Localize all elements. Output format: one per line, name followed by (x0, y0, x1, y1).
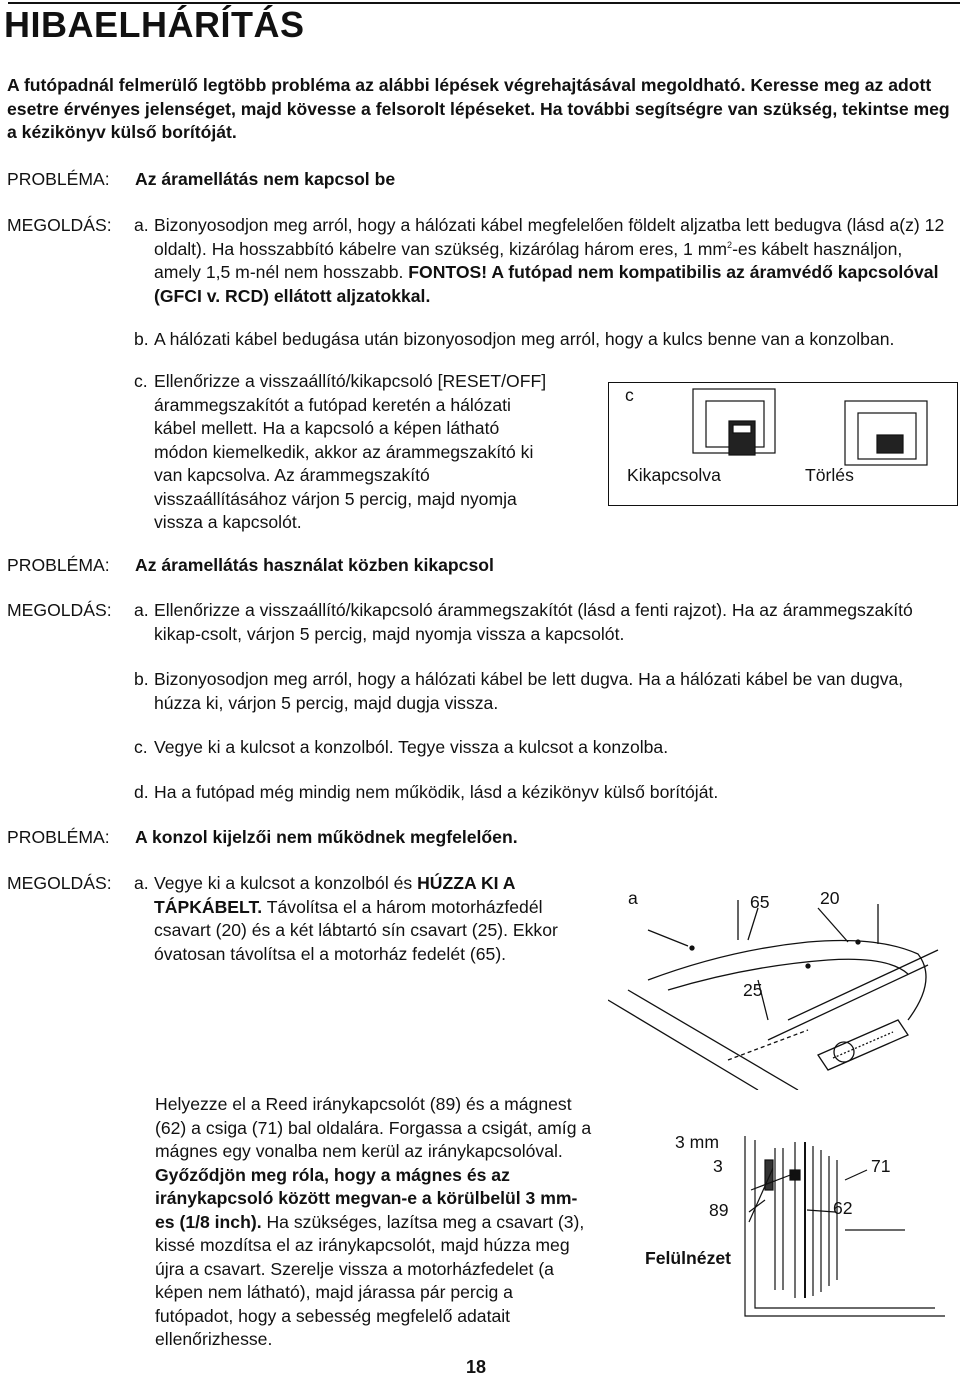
motor-hood (648, 941, 926, 1021)
problem-1-label: PROBLÉMA: (7, 169, 110, 189)
step-letter: d. (134, 782, 149, 802)
solution-3-label: MEGOLDÁS: (7, 873, 112, 893)
breaker-off-label: Kikapcsolva (627, 465, 721, 485)
figure-letter: c (625, 385, 634, 405)
solution-1a-text: Bizonyosodjon meg arról, hogy a hálózati kábel megfelelően földelt aljzatba lett bedugva (lásd a(z) 12 oldalt). Ha hosszabbító kábelre van szükség, kizárólag három eres, 1 mm (154, 215, 945, 259)
problem-1-title: Az áramellátás nem kapcsol be (135, 169, 396, 189)
figure-letter: a (628, 888, 638, 908)
step-letter: b. (134, 669, 149, 689)
solution-2d-text: Ha a futópad még mindig nem működik, lásd a kézikönyv külső borítóját. (154, 782, 719, 802)
problem-3-label: PROBLÉMA: (7, 827, 110, 847)
solution-1c (134, 370, 554, 535)
solution-2d (134, 781, 954, 805)
step-letter: a. (134, 600, 149, 620)
belt-edge-left (608, 1000, 758, 1090)
solution-3a (134, 872, 594, 966)
callout-71: 71 (871, 1156, 891, 1176)
callout-65: 65 (750, 892, 770, 912)
breaker-reset-plate (845, 401, 927, 465)
gap-label: 3 mm (675, 1132, 719, 1152)
solution-1a (134, 214, 954, 308)
step-letter: c. (134, 371, 148, 391)
problem-2-label: PROBLÉMA: (7, 555, 110, 575)
top-view-label: Felülnézet (645, 1248, 732, 1268)
breaker-figure (608, 382, 958, 506)
step-letter: c. (134, 737, 148, 757)
reed-switch (765, 1160, 773, 1190)
callout-62: 62 (833, 1198, 853, 1218)
reed-text: Helyezze el a Reed iránykapcsolót (89) és a mágnest (62) a csiga (71) bal oldalára. Forgassa a csigát, amíg a mágnes egy vonalba nem kerül az iránykapcsolóval. (155, 1094, 592, 1161)
reed-text-2: Ha szükséges, lazítsa meg a csavart (3), kissé mozdítsa el az iránykapcsolót, majd húzza meg újra a csavart. Szerelje vissza a motorházfedelet (a képen nem látható), majd járassa pár percig a futópadot, hogy a sebesség megfelelő adatait ellenőrizhesse. (155, 1211, 585, 1349)
breaker-reset-label: Törlés (805, 465, 854, 485)
solution-3a-text-2: Távolítsa el a három motorházfedél csavart (20) és a két lábtartó sín csavart (25). Ekkor óvatosan távolítsa el a motorház fedelét (65). (154, 896, 558, 964)
breaker-reset-button (877, 435, 903, 453)
solution-1b-text: A hálózati kábel bedugása után bizonyosodjon meg arról, hogy a kulcs benne van a konzolban. (154, 329, 895, 349)
reed-switch-paragraph (155, 1093, 595, 1352)
problem-2-title: Az áramellátás használat közben kikapcsol (135, 555, 494, 575)
solution-3a-text: Vegye ki a kulcsot a konzolból és (154, 873, 418, 893)
callout-3: 3 (713, 1156, 723, 1176)
solution-1a-important: FONTOS! A futópad nem kompatibilis az áramvédő kapcsolóval (GFCI v. RCD) ellátott aljzatokkal. (154, 262, 939, 306)
step-letter: b. (134, 329, 149, 349)
screw-20 (690, 946, 694, 950)
step-letter: a. (134, 215, 149, 235)
superscript: 2 (727, 239, 733, 250)
page-number: 18 (466, 1357, 487, 1377)
solution-2c (134, 736, 954, 760)
solution-3a-important: HÚZZA KI A TÁPKÁBELT. (154, 873, 515, 917)
intro-paragraph: A futópadnál felmerülő legtöbb probléma az alábbi lépések végrehajtásával megoldható. Keresse meg az adott esetre érvényes jelenséget, majd kövesse a felsorolt lépéseket. Ha további segítségre van szükség, tekintse meg a kézikönyv külső borítóját. (7, 75, 950, 142)
solution-2c-text: Vegye ki a kulcsot a konzolból. Tegye vissza a kulcsot a konzolba. (154, 737, 669, 757)
solution-1a-text-2: -es kábelt használjon, amely 1,5 m-nél nem hosszabb. (154, 238, 903, 282)
callout-20: 20 (820, 888, 840, 908)
reed-important: Győződjön meg róla, hogy a mágnes és az iránykapcsoló között megvan-e a körülbelül 3 mm-es (1/8 inch). (155, 1164, 578, 1232)
callout-25: 25 (743, 980, 763, 1000)
treadmill-figure (608, 870, 960, 1090)
solution-2b (134, 668, 954, 715)
solution-2b-text: Bizonyosodjon meg arról, hogy a hálózati kábel be lett dugva. Ha a hálózati kábel be van dugva, húzza ki, várjon 5 percig, majd dugja vissza. (154, 669, 904, 713)
solution-2a-text: Ellenőrizze a visszaállító/kikapcsoló árammegszakítót (lásd a fenti rajzot). Ha az árammegszakító kikap-csolt, várjon 5 percig, majd nyomja vissza a kapcsolót. (154, 600, 913, 644)
step-letter: a. (134, 873, 149, 893)
solution-2-label: MEGOLDÁS: (7, 600, 112, 620)
page-title: HIBAELHÁRÍTÁS (4, 4, 305, 45)
solution-1c-text: Ellenőrizze a visszaállító/kikapcsoló [RESET/OFF] árammegszakítót a futópad keretén a hálózati kábel mellett. Ha a kapcsoló a képen látható módon kiemelkedik, akkor az árammegszakító ki van kapcsolva. Az árammegszakító visszaállításához várjon 5 percig, majd nyomja vissza a kapcsolót. (154, 371, 547, 532)
breaker-drawing (609, 383, 959, 507)
solution-1b (134, 328, 954, 352)
problem-3-title: A konzol kijelzői nem működnek megfelelően. (135, 827, 518, 847)
callout-89: 89 (709, 1200, 729, 1220)
treadmill-drawing (608, 870, 960, 1090)
solution-1-label: MEGOLDÁS: (7, 215, 112, 235)
roller (834, 1042, 854, 1062)
solution-2a (134, 599, 954, 646)
reed-switch-figure (645, 1120, 955, 1320)
